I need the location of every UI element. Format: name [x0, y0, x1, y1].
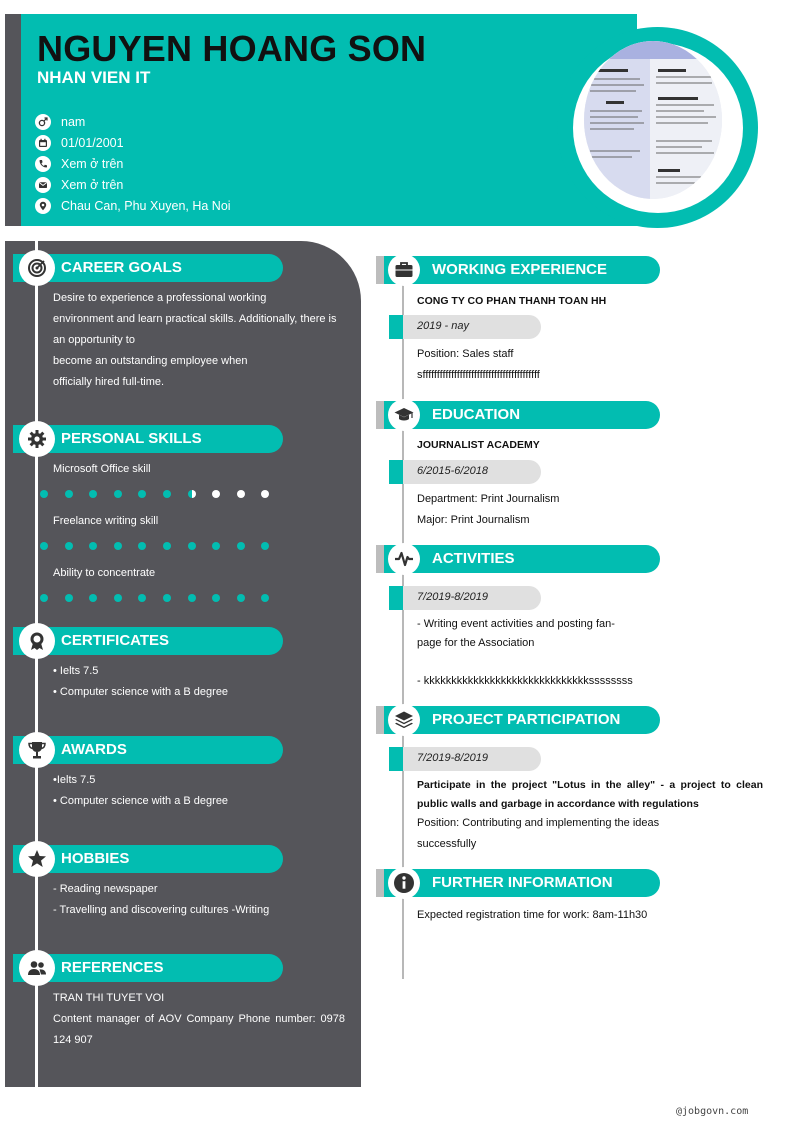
section-title: FURTHER INFORMATION — [432, 874, 613, 891]
skill-name: Ability to concentrate — [53, 567, 156, 579]
activity-line: - Writing event activities and posting fan- — [417, 618, 615, 630]
career-line: become an outstanding employee when — [53, 355, 248, 367]
section-title: AWARDS — [61, 741, 127, 758]
info-icon — [388, 867, 420, 899]
skill-dot — [138, 490, 146, 498]
skill-dot — [212, 594, 220, 602]
contact-gender — [35, 111, 231, 132]
skill-dot — [188, 542, 196, 550]
activity-line: - kkkkkkkkkkkkkkkkkkkkkkkkkkkkkkssssssss — [417, 675, 633, 687]
contact-list — [35, 111, 231, 216]
certificate-item: • Computer science with a B degree — [53, 686, 229, 698]
skill-dot — [163, 594, 171, 602]
skill-rating — [40, 490, 286, 500]
contact-address — [35, 195, 231, 216]
further-line: Expected registration time for work: 8am-11h30 — [417, 909, 648, 921]
pulse-icon — [388, 543, 420, 575]
skill-dot — [89, 490, 97, 498]
skill-dot — [188, 594, 196, 602]
section-title: HOBBIES — [61, 850, 130, 867]
contact-email-text: Xem ở trên — [61, 177, 124, 192]
contact-phone-text: Xem ở trên — [61, 156, 124, 171]
hobbies-list — [53, 879, 345, 921]
project-details — [417, 813, 763, 855]
date-marker — [389, 586, 403, 610]
contact-phone — [35, 153, 231, 174]
skill-dot — [114, 594, 122, 602]
skill-dot — [261, 542, 269, 550]
date-marker — [389, 747, 403, 771]
activity-line: page for the Association — [417, 637, 535, 649]
contact-address-text: Chau Can, Phu Xuyen, Ha Noi — [61, 198, 231, 213]
contact-birthday-text: 01/01/2001 — [61, 135, 124, 150]
activities-details — [417, 615, 763, 691]
education-details — [417, 489, 763, 531]
section-stub — [376, 256, 384, 284]
section-header-bar — [13, 845, 283, 873]
date-text: 6/2015-6/2018 — [417, 465, 488, 477]
people-icon — [21, 952, 53, 984]
skill-dot — [138, 542, 146, 550]
section-stub — [376, 706, 384, 734]
reference-detail: Content manager of AOV Company Phone number: 0978 124 907 — [53, 1013, 345, 1046]
section-title: REFERENCES — [61, 959, 164, 976]
skill-dot — [65, 542, 73, 550]
target-icon — [21, 252, 53, 284]
skill-dot — [138, 594, 146, 602]
skill-name: Microsoft Office skill — [53, 463, 151, 475]
project-description: Participate in the project "Lotus in the alley" - a project to clean public walls and garbage in accordance with regulations — [417, 779, 763, 810]
skill-dot — [237, 542, 245, 550]
section-title: ACTIVITIES — [432, 550, 515, 567]
career-line: officially hired full-time. — [53, 376, 165, 388]
award-item: •Ielts 7.5 — [53, 774, 96, 786]
skill-dot — [40, 490, 48, 498]
section-stub — [376, 869, 384, 897]
skill-dot — [114, 542, 122, 550]
profile-photo — [584, 41, 722, 199]
skill-dot — [261, 594, 269, 602]
star-icon — [21, 843, 53, 875]
skill-dot — [89, 542, 97, 550]
date-text: 7/2019-8/2019 — [417, 752, 488, 764]
date-marker — [389, 460, 403, 484]
trophy-icon — [21, 734, 53, 766]
header-side-bar — [5, 14, 21, 226]
hobby-item: - Reading newspaper — [53, 883, 158, 895]
awards-list — [53, 770, 345, 812]
skill-dot — [237, 490, 245, 498]
section-title: PROJECT PARTICIPATION — [432, 711, 621, 728]
education-line: Major: Print Journalism — [417, 514, 530, 526]
skill-dot — [212, 490, 220, 498]
career-goals-text — [53, 288, 345, 393]
skill-dot — [65, 490, 73, 498]
email-icon — [35, 177, 51, 193]
skill-dot — [114, 490, 122, 498]
gear-icon — [21, 423, 53, 455]
phone-icon — [35, 156, 51, 172]
career-line: Desire to experience a professional working — [53, 292, 267, 304]
further-details — [417, 905, 763, 926]
certificates-list — [53, 661, 345, 703]
date-text: 7/2019-8/2019 — [417, 591, 488, 603]
skill-dot — [237, 594, 245, 602]
contact-gender-text: nam — [61, 114, 86, 129]
section-title: CAREER GOALS — [61, 259, 182, 276]
section-header-bar — [384, 401, 660, 429]
hobby-item: - Travelling and discovering cultures -Writing — [53, 904, 270, 916]
career-line: environment and learn practical skills. Additionally, there is — [53, 313, 337, 325]
contact-email — [35, 174, 231, 195]
experience-line: sfffffffffffffffffffffffffffffffffffffffff — [417, 369, 540, 381]
skill-rating — [40, 594, 286, 604]
experience-line: Position: Sales staff — [417, 348, 514, 360]
certificate-item: • Ielts 7.5 — [53, 665, 99, 677]
education-line: Department: Print Journalism — [417, 493, 560, 505]
section-stub — [376, 545, 384, 573]
location-icon — [35, 198, 51, 214]
graduation-cap-icon — [388, 399, 420, 431]
skill-dot — [40, 542, 48, 550]
calendar-icon — [35, 135, 51, 151]
medal-icon — [21, 625, 53, 657]
skill-name: Freelance writing skill — [53, 515, 159, 527]
date-marker — [389, 315, 403, 339]
education-school: JOURNALIST ACADEMY — [417, 439, 540, 451]
skill-dot — [89, 594, 97, 602]
career-line: an opportunity to — [53, 334, 135, 346]
section-title: WORKING EXPERIENCE — [432, 261, 608, 278]
skill-dot — [212, 542, 220, 550]
date-text: 2019 - nay — [417, 320, 469, 332]
activity-spacer — [417, 653, 763, 672]
skill-dot — [65, 594, 73, 602]
skill-dot — [40, 594, 48, 602]
project-line: Position: Contributing and implementing the ideas — [417, 817, 660, 829]
section-title: CERTIFICATES — [61, 632, 170, 649]
section-header-bar — [384, 545, 660, 573]
candidate-name: NGUYEN HOANG SON — [37, 28, 427, 69]
award-item: • Computer science with a B degree — [53, 795, 229, 807]
gender-icon — [35, 114, 51, 130]
contact-birthday — [35, 132, 231, 153]
skill-dot — [188, 490, 196, 498]
section-stub — [376, 401, 384, 429]
footer-watermark: @jobgovn.com — [676, 1106, 749, 1117]
reference-name: TRAN THI TUYET VOI — [53, 992, 165, 1004]
section-title: EDUCATION — [432, 406, 521, 423]
experience-company: CONG TY CO PHAN THANH TOAN HH — [417, 295, 607, 307]
project-line: successfully — [417, 838, 477, 850]
skill-dot — [163, 542, 171, 550]
skill-dot — [163, 490, 171, 498]
skill-rating — [40, 542, 286, 552]
section-header-bar — [13, 736, 283, 764]
experience-details — [417, 344, 763, 386]
job-title: NHAN VIEN IT — [37, 68, 151, 87]
layers-icon — [388, 704, 420, 736]
section-title: PERSONAL SKILLS — [61, 430, 202, 447]
briefcase-icon — [388, 254, 420, 286]
skill-dot — [261, 490, 269, 498]
